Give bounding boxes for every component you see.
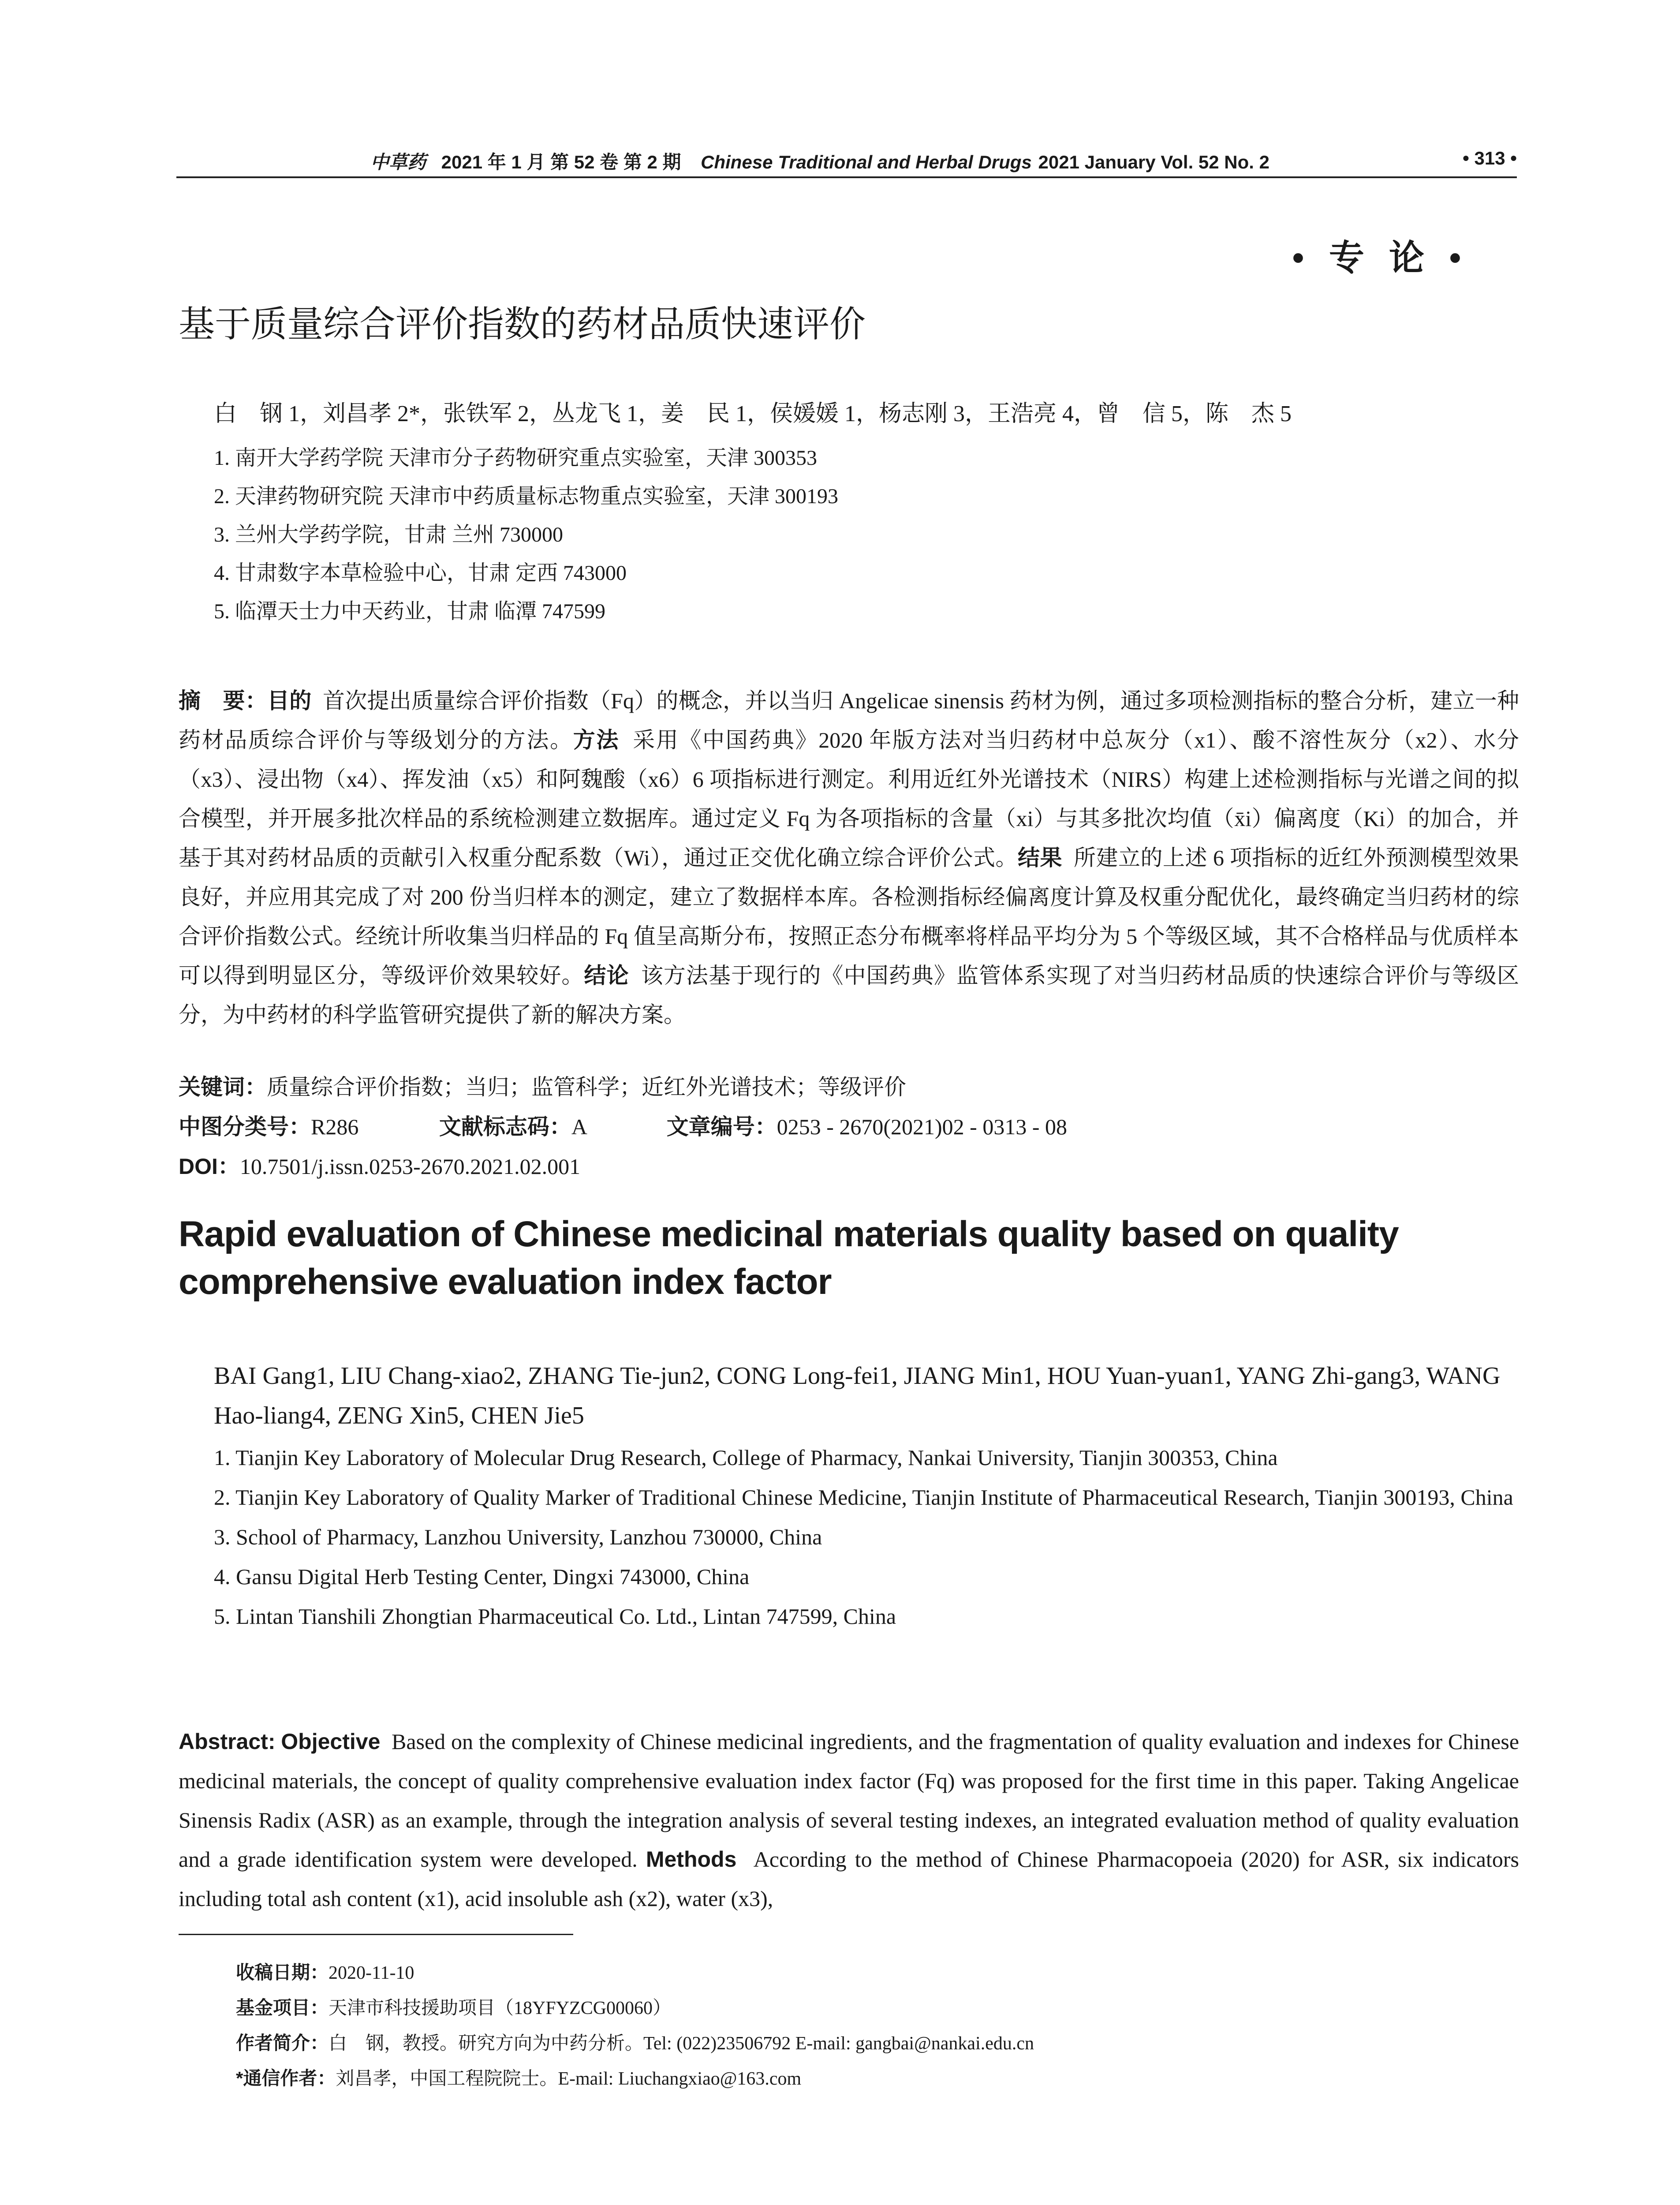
classification-line bbox=[179, 1109, 1067, 1141]
affiliation-cn-item: 4. 甘肃数字本草检验中心，甘肃 定西 743000 bbox=[214, 561, 627, 585]
affiliations-en bbox=[214, 1438, 1519, 1636]
keywords-cn bbox=[179, 1069, 906, 1101]
footnote-divider bbox=[179, 1934, 573, 1935]
objective-text: 首次提出质量综合评价指数（Fq）的概念，并以当归 Angelicae sinensis 药材为例，通过多项检测指标的整合分析，建立一种药材品质综合评价与等级划分的方法。 bbox=[179, 688, 1519, 752]
header-journal-line bbox=[370, 148, 1269, 174]
affiliation-en-item: 2. Tianjin Key Laboratory of Quality Marker of Traditional Chinese Medicine, Tianjin Institute of Pharmaceutical Research, Tianjin 300193, China bbox=[214, 1485, 1513, 1510]
journal-logo-cn: 中草药 bbox=[370, 153, 426, 173]
clc-value: R286 bbox=[311, 1114, 359, 1139]
keywords-text: 质量综合评价指数；当归；监管科学；近红外光谱技术；等级评价 bbox=[267, 1075, 906, 1099]
footnote-corresponding bbox=[236, 2064, 801, 2090]
affiliation-cn-item: 3. 兰州大学药学院，甘肃 兰州 730000 bbox=[214, 523, 564, 546]
issue-en: 2021 January Vol. 52 No. 2 bbox=[1038, 152, 1269, 172]
title-en: Rapid evaluation of Chinese medicinal materials quality based on quality comprehensive evaluation index factor bbox=[179, 1214, 1399, 1302]
running-header bbox=[176, 148, 1517, 174]
footnote-received bbox=[236, 1958, 414, 1984]
footnote-text: 刘昌孝，中国工程院院士。E-mail: Liuchangxiao@163.com bbox=[336, 2069, 802, 2089]
authors-en: BAI Gang1, LIU Chang-xiao2, ZHANG Tie-jun2, CONG Long-fei1, JIANG Min1, HOU Yuan-yuan1, YANG Zhi-gang3, WANG Hao-liang4, ZENG Xin5, CHEN Jie5 bbox=[214, 1362, 1501, 1429]
results-text: 所建立的上述 6 项指标的近红外预测模型效果良好，并应用其完成了对 200 份当归样本的测定，建立了数据样本库。各检测指标经偏离度计算及权重分配优化，最终确定当归药材的综合评价指数公式。经统计所收集当归样品的 Fq 值呈高斯分布，按照正态分布概率将样品平均分为 5 个等级区域，其不合格样品与优质样本可以得到明显区分，等级评价效果较好。 bbox=[179, 845, 1519, 988]
footnote-label: *通信作者： bbox=[236, 2068, 336, 2089]
title-cn: 基于质量综合评价指数的药材品质快速评价 bbox=[179, 304, 866, 344]
abstract-cn-label: 摘 要： bbox=[179, 688, 267, 713]
affiliation-cn-item: 1. 南开大学药学院 天津市分子药物研究重点实验室，天津 300353 bbox=[214, 446, 818, 470]
affiliation-en-item: 1. Tianjin Key Laboratory of Molecular Drug Research, College of Pharmacy, Nankai University, Tianjin 300353, China bbox=[214, 1445, 1278, 1470]
doc-code-label: 文献标志码： bbox=[439, 1114, 571, 1139]
article-no-value: 0253 - 2670(2021)02 - 0313 - 08 bbox=[777, 1114, 1067, 1139]
footnote-text: 2020-11-10 bbox=[329, 1963, 414, 1983]
clc-label: 中图分类号： bbox=[179, 1114, 311, 1139]
affiliation-en-item: 5. Lintan Tianshili Zhongtian Pharmaceutical Co. Ltd., Lintan 747599, China bbox=[214, 1604, 896, 1629]
results-label: 结果 bbox=[1018, 845, 1063, 870]
keywords-label: 关键词： bbox=[179, 1075, 267, 1099]
footnote-text: 天津市科技援助项目（18YFYZCG00060） bbox=[329, 1998, 672, 2018]
footnote-label: 基金项目： bbox=[236, 1997, 329, 2018]
methods-label: 方法 bbox=[573, 728, 620, 752]
header-divider bbox=[176, 176, 1517, 178]
doi-label: DOI： bbox=[179, 1154, 240, 1179]
footnote-label: 收稿日期： bbox=[236, 1962, 329, 1983]
objective-en-label: Objective bbox=[281, 1729, 381, 1754]
methods-text: 采用《中国药典》2020 年版方法对当归药材中总灰分（x1）、酸不溶性灰分（x2）、水分（x3）、浸出物（x4）、挥发油（x5）和阿魏酸（x6）6 项指标进行测定。利用近红外光谱技术（NIRS）构建上述检测指标与光谱之间的拟合模型，并开展多批次样品的系统检测建立数据库。通过定义 Fq 为各项指标的含量（xi）与其多批次均值（x̄i）偏离度（Ki）的加合，并基于其对药材品质的贡献引入权重分配系数（Wi），通过正交优化确立综合评价公式。 bbox=[179, 728, 1519, 870]
affiliation-en-item: 3. School of Pharmacy, Lanzhou University, Lanzhou 730000, China bbox=[214, 1525, 822, 1549]
methods-en-text: According to the method of Chinese Pharmacopoeia (2020) for ASR, six indicators including total ash content (x1), acid insoluble ash (x2), water (x3), bbox=[179, 1847, 1519, 1911]
doc-code-value: A bbox=[571, 1114, 586, 1139]
affiliations-cn bbox=[214, 439, 838, 631]
journal-name-en: Chinese Traditional and Herbal Drugs bbox=[701, 152, 1032, 172]
page-number: • 313 • bbox=[1463, 148, 1517, 168]
objective-label: 目的 bbox=[267, 688, 312, 713]
footnote-label: 作者简介： bbox=[236, 2033, 329, 2053]
affiliation-en-item: 4. Gansu Digital Herb Testing Center, Dingxi 743000, China bbox=[214, 1564, 750, 1589]
abstract-cn bbox=[179, 681, 1519, 1035]
doi-value: 10.7501/j.issn.0253-2670.2021.02.001 bbox=[239, 1154, 581, 1179]
issue-cn: 2021 年 1 月 第 52 卷 第 2 期 bbox=[441, 152, 681, 172]
methods-en-label: Methods bbox=[646, 1847, 737, 1872]
footnote-author-bio bbox=[236, 2029, 1034, 2055]
affiliation-cn-item: 5. 临潭天士力中天药业，甘肃 临潭 747599 bbox=[214, 600, 606, 623]
abstract-en-label: Abstract: bbox=[179, 1729, 276, 1754]
footnote-text: 白 钢，教授。研究方向为中药分析。Tel: (022)23506792 E-mail: gangbai@nankai.edu.cn bbox=[329, 2033, 1034, 2054]
conclusion-label: 结论 bbox=[584, 963, 629, 988]
authors-cn: 白 钢 1，刘昌孝 2*，张铁军 2，丛龙飞 1，姜 民 1，侯媛媛 1，杨志刚 3，王浩亮 4，曾 信 5，陈 杰 5 bbox=[214, 401, 1292, 426]
affiliation-cn-item: 2. 天津药物研究院 天津市中药质量标志物重点实验室，天津 300193 bbox=[214, 485, 839, 508]
doi-line bbox=[179, 1149, 580, 1181]
abstract-en bbox=[179, 1722, 1519, 1918]
article-no-label: 文章编号： bbox=[666, 1114, 777, 1139]
objective-en-text: Based on the complexity of Chinese medicinal ingredients, and the fragmentation of quality evaluation and indexes for Chinese medicinal materials, the concept of quality comprehensive evaluation index factor (Fq) was proposed for the first time in this paper. Taking Angelicae Sinensis Radix (ASR) as an example, through the integration analysis of several testing indexes, an integrated evaluation method of quality evaluation and a grade identification system were developed. bbox=[179, 1729, 1519, 1872]
footnote-fund bbox=[236, 1993, 671, 2020]
column-tag: • 专 论 • bbox=[1292, 239, 1469, 278]
conclusion-text: 该方法基于现行的《中国药典》监管体系实现了对当归药材品质的快速综合评价与等级区分，为中药材的科学监管研究提供了新的解决方案。 bbox=[179, 963, 1519, 1027]
